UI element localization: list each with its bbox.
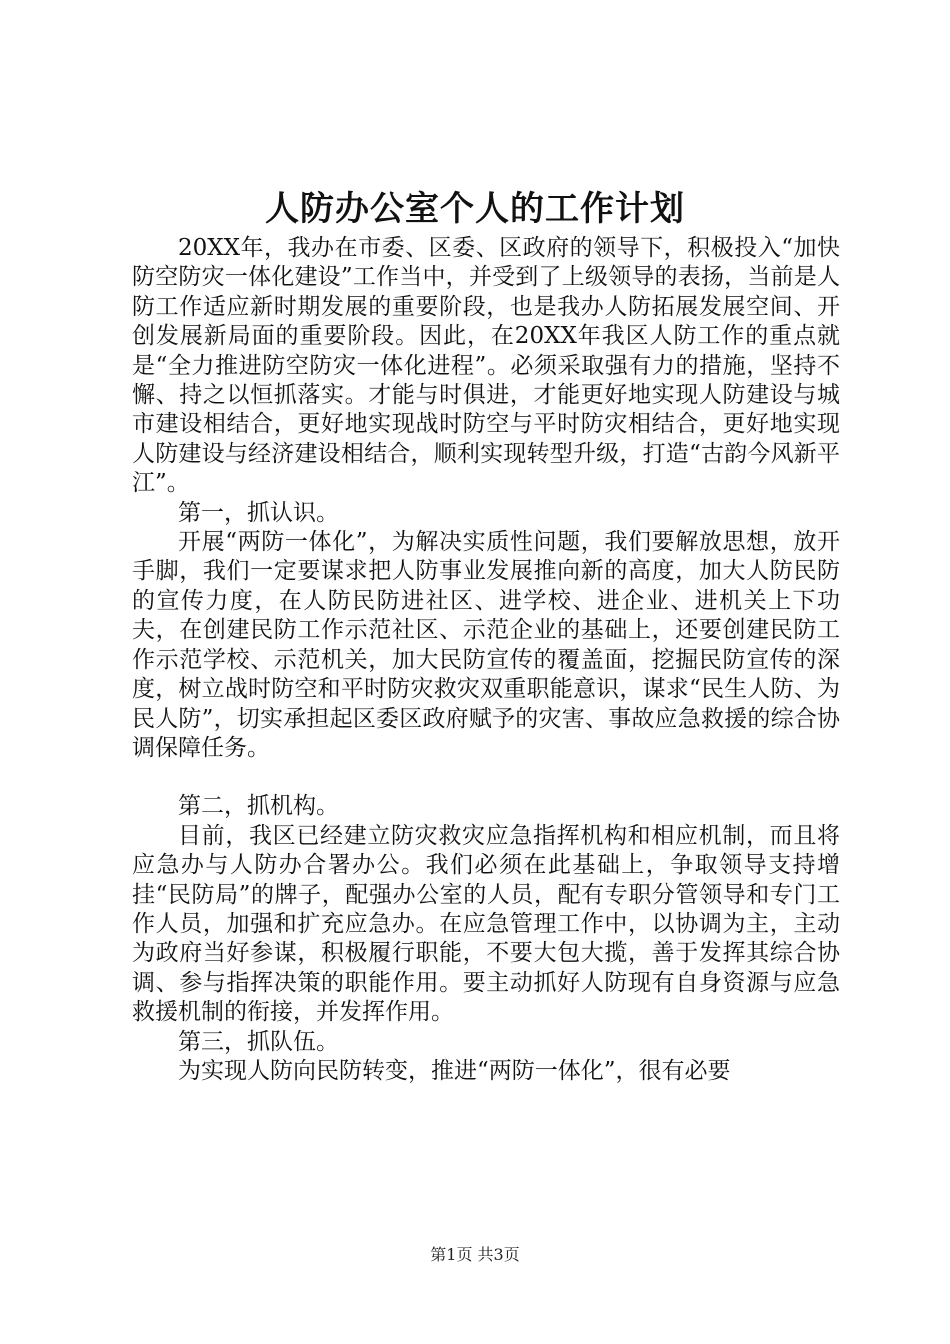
section-heading-1: 第一，抓认识。 <box>178 499 339 526</box>
section-heading-2: 第二，抓机构。 <box>178 793 339 820</box>
paragraph-section-1: 开展“两防一体化”，为解决实质性问题，我们要解放思想，放开手脚，我们一定要谋求把人防事业发展推向新的高度，加大人防民防的宣传力度，在人防民防进社区、进学校、进企业、进机关上下功夫，在创建民防工作示范社区、示范企业的基础上，还要创建民防工作示范学校、示范机关，加大民防宣传的覆盖面，挖掘民防宣传的深度，树立战时防空和平时防灾救灾双重职能意识，谋求“民生人防、为民人防”，切实承担起区委区政府赋予的灾害、事故应急救援的综合协调保障任务。 <box>132 529 840 761</box>
paragraph-intro: 20XX年，我办在市委、区委、区政府的领导下，积极投入“加快防空防灾一体化建设”工作当中，并受到了上级领导的表扬，当前是人防工作适应新时期发展的重要阶段，也是我办人防拓展发展空间、开创发展新局面的重要阶段。因此，在20XX年我区人防工作的重点就是“全力推进防空防灾一体化进程”。必须采取强有力的措施，坚持不懈、持之以恒抓落实。才能与时俱进，才能更好地实现人防建设与城市建设相结合，更好地实现战时防空与平时防灾相结合，更好地实现人防建设与经济建设相结合，顺利实现转型升级，打造“古韵今风新平江”。 <box>132 235 840 497</box>
paragraph-section-2: 目前，我区已经建立防灾救灾应急指挥机构和相应机制，而且将应急办与人防办合署办公。我们必须在此基础上，争取领导支持增挂“民防局”的牌子，配强办公室的人员，配有专职分管领导和专门工作人员，加强和扩充应急办。在应急管理工作中，以协调为主，主动为政府当好参谋，积极履行职能，不要大包大揽，善于发挥其综合协调、参与指挥决策的职能作用。要主动抓好人防现有自身资源与应急救援机制的衔接，并发挥作用。 <box>132 822 840 1026</box>
section-heading-3: 第三，抓队伍。 <box>178 1028 339 1055</box>
page-footer: 第1页 共3页 <box>430 1245 520 1264</box>
paragraph-section-3: 为实现人防向民防转变，推进“两防一体化”，很有必要 <box>178 1057 731 1084</box>
document-title: 人防办公室个人的工作计划 <box>265 189 685 229</box>
document-body <box>132 234 840 1086</box>
